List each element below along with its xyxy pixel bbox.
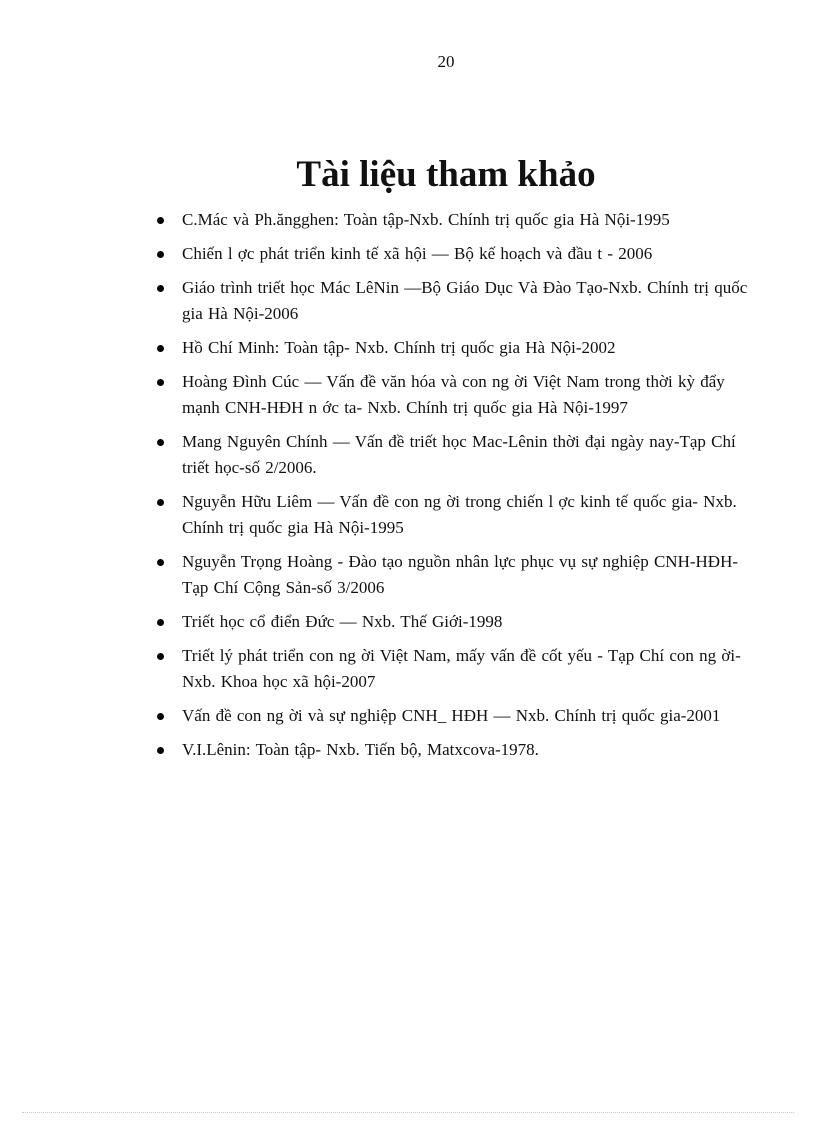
reference-item	[157, 241, 757, 267]
bullet-icon	[157, 619, 164, 626]
bullet-icon	[157, 439, 164, 446]
reference-item	[157, 737, 757, 763]
reference-item	[157, 207, 757, 233]
reference-text: Triết học cổ điển Đức — Nxb. Thế Giới-1998	[182, 612, 503, 631]
bullet-icon	[157, 713, 164, 720]
reference-text: Hồ Chí Minh: Toàn tập- Nxb. Chính trị quốc gia Hà Nội-2002	[182, 338, 616, 357]
reference-item	[157, 549, 757, 601]
bullet-icon	[157, 217, 164, 224]
page-title: Tài liệu tham khảo	[296, 154, 596, 195]
reference-text: V.I.Lênin: Toàn tập- Nxb. Tiến bộ, Matxcova-1978.	[182, 740, 539, 759]
reference-text: Chiến l ợc phát triển kinh tế xã hội — Bộ kế hoạch và đầu t - 2006	[182, 244, 653, 263]
reference-text: Triết lý phát triển con ng ời Việt Nam, mấy vấn đề cốt yếu - Tạp Chí con ng ời-Nxb. Khoa học xã hội-2007	[182, 646, 741, 691]
reference-item	[157, 643, 757, 695]
reference-item	[157, 609, 757, 635]
bullet-icon	[157, 559, 164, 566]
reference-item	[157, 429, 757, 481]
bullet-icon	[157, 251, 164, 258]
reference-text: Nguyễn Trọng Hoàng - Đào tạo nguồn nhân lực phục vụ sự nghiệp CNH-HĐH- Tạp Chí Cộng Sản-số 3/2006	[182, 552, 739, 597]
reference-text: Mang Nguyên Chính — Vấn đề triết học Mac-Lênin thời đại ngày nay-Tạp Chí triết học-số 2/2006.	[182, 432, 736, 477]
bullet-icon	[157, 747, 164, 754]
bullet-icon	[157, 345, 164, 352]
reference-text: Vấn đề con ng ời và sự nghiệp CNH_ HĐH — Nxb. Chính trị quốc gia-2001	[182, 706, 721, 725]
reference-list	[157, 207, 757, 771]
reference-text: C.Mác và Ph.ăngghen: Toàn tập-Nxb. Chính trị quốc gia Hà Nội-1995	[182, 210, 670, 229]
bullet-icon	[157, 285, 164, 292]
page-number: 20	[437, 52, 455, 71]
reference-item	[157, 703, 757, 729]
page-bottom-border	[22, 1112, 794, 1113]
reference-text: Nguyễn Hữu Liêm — Vấn đề con ng ời trong chiến l ợc kinh tế quốc gia- Nxb. Chính trị quốc gia Hà Nội-1995	[182, 492, 737, 537]
reference-text: Giáo trình triết học Mác LêNin —Bộ Giáo Dục Và Đào Tạo-Nxb. Chính trị quốc gia Hà Nội-2006	[182, 278, 748, 323]
reference-item	[157, 489, 757, 541]
bullet-icon	[157, 499, 164, 506]
reference-item	[157, 275, 757, 327]
reference-item	[157, 335, 757, 361]
reference-item	[157, 369, 757, 421]
bullet-icon	[157, 653, 164, 660]
reference-text: Hoàng Đình Cúc — Vấn đề văn hóa và con ng ời Việt Nam trong thời kỳ đẩy mạnh CNH-HĐH n ớc ta- Nxb. Chính trị quốc gia Hà Nội-1997	[182, 372, 725, 417]
bullet-icon	[157, 379, 164, 386]
